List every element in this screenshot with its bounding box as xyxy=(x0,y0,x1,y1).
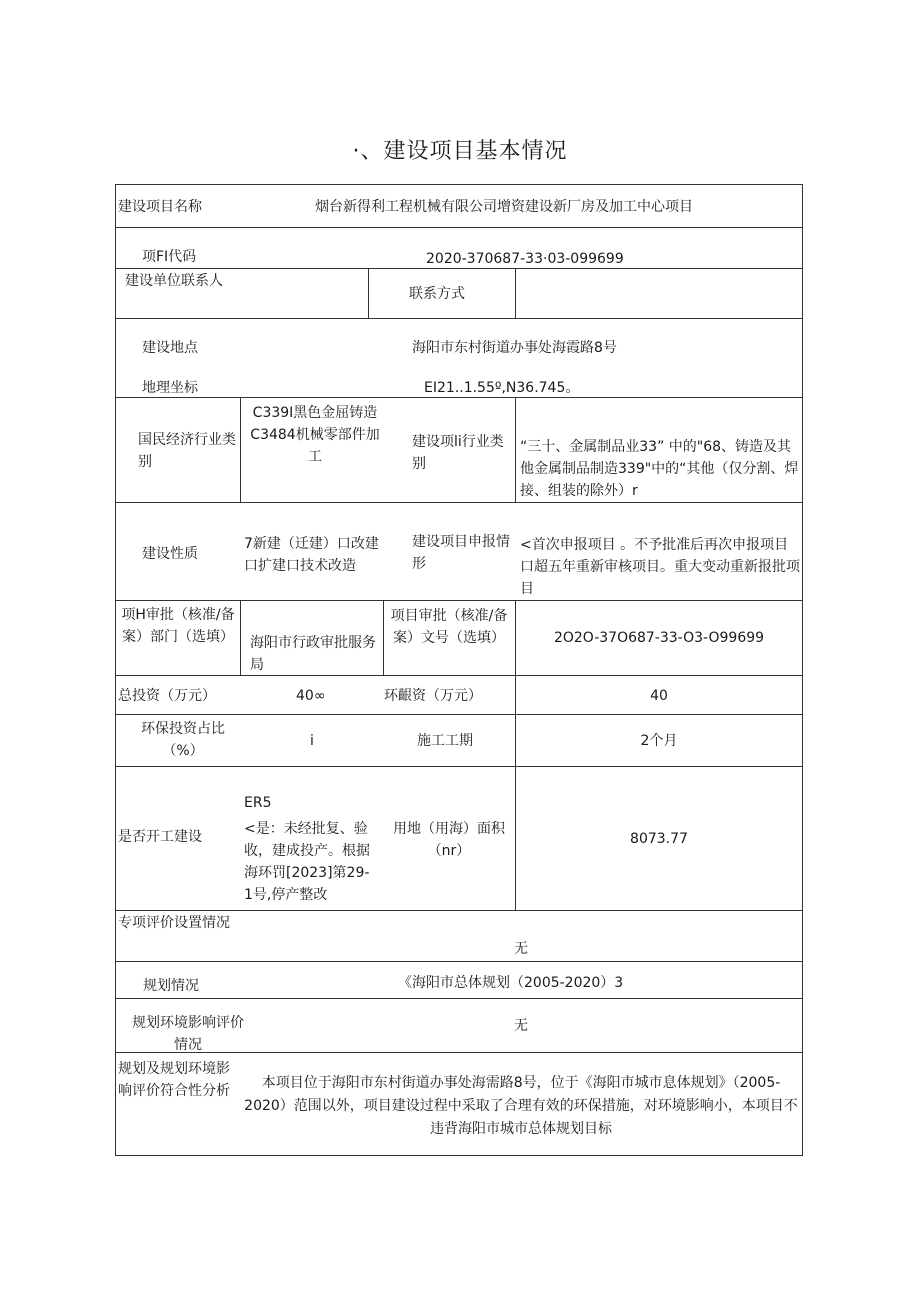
started-code: ER5 xyxy=(244,795,272,811)
row-divider xyxy=(115,502,803,503)
planning-env-value: 无 xyxy=(514,1018,528,1034)
special-eval-value: 无 xyxy=(514,941,528,957)
nature-value: 7新建（迁建）口改建口扩建口技术改造 xyxy=(244,536,379,574)
row-divider xyxy=(115,675,803,676)
project-name-label: 建设项目名称 xyxy=(118,199,202,215)
started-value: <是：未经批复、验收，建成投产。根据海环罚[2023]第29-1号,停产整改 xyxy=(244,821,370,903)
area-value: 8073.77 xyxy=(630,831,688,847)
planning-env-label: 规划环境影响评价情况 xyxy=(132,1015,244,1053)
page-title: ·、建设项目基本情况 xyxy=(352,139,568,164)
started-label: 是否开工建设 xyxy=(118,829,202,845)
approval-doc-value: 2O2O-37O687-33-O3-O99699 xyxy=(553,630,765,646)
location-value: 海阳市东村街道办事处海霞路8号 xyxy=(412,340,617,356)
coords-label: 地理坐标 xyxy=(142,380,198,396)
approval-dept-value: 海阳市行政审批服务局 xyxy=(250,635,376,673)
report-value: <首次申报项目 。不予批准后再次申报项目口超五年重新审核项目。重大变动重新报批项目 xyxy=(520,537,800,597)
compliance-label: 规划及规划环境影响评价符合性分析 xyxy=(118,1061,230,1099)
area-label: 用地（用海）面积（nr） xyxy=(393,821,505,859)
contact-label: 建设单位联系人 xyxy=(125,273,223,289)
col-divider xyxy=(368,268,369,318)
planning-value: 《海阳市总体规划（2005-2020）3 xyxy=(398,975,624,991)
env-investment-label: 环齦资（万元） xyxy=(384,688,482,704)
env-ratio-label: 环保投资占比（%） xyxy=(141,721,225,759)
industry-sector-value: “三十、金属制品业33” 中的"68、铸造及其他金属制品制造339"中的“其他（仅分割、焊接、组装的除外）r xyxy=(520,439,799,499)
info-table xyxy=(115,184,803,1156)
col-divider xyxy=(383,600,384,675)
nature-label: 建设性质 xyxy=(142,546,198,562)
contact-method-label: 联系方式 xyxy=(409,286,465,302)
row-divider xyxy=(115,714,803,715)
approval-dept-label: 项H审批（核准/备案）部门（选填） xyxy=(121,607,235,645)
approval-doc-label: 项目审批（核准/备案）文号（选填） xyxy=(390,608,508,646)
investment-value: 40∞ xyxy=(296,688,326,704)
period-label: 施工工期 xyxy=(417,733,473,749)
project-code-label: 项FI代码 xyxy=(142,249,197,265)
special-eval-label: 专项评价设置情况 xyxy=(118,915,230,931)
report-label: 建设项目申报情形 xyxy=(412,534,510,572)
row-divider xyxy=(115,600,803,601)
col-divider xyxy=(515,397,516,502)
project-name-value: 烟台新得利工程机械有限公司增资建设新厂房及加工中心项目 xyxy=(315,199,693,215)
col-divider xyxy=(515,268,516,318)
row-divider xyxy=(115,961,803,962)
industry-sector-label: 建设项li行业类别 xyxy=(412,434,504,472)
industry-value: C339I黑色金屈铸造 C3484机械零部件加工 xyxy=(250,405,380,465)
compliance-value: 本项目位于海阳市东村街道办事处海需路8号，位于《海阳市城市息体规划》（2005-2020）范围以外，项目建设过程中采取了合理有效的环保措施，对环境影响小，本项目不违背海阳市城市总体规划目标 xyxy=(244,1075,798,1137)
row-divider xyxy=(115,998,803,999)
col-divider xyxy=(240,397,241,502)
project-code-value: 2020-370687-33·03-099699 xyxy=(426,251,624,267)
env-investment-value: 40 xyxy=(650,688,668,704)
row-divider xyxy=(115,318,803,319)
location-label: 建设地点 xyxy=(142,340,198,356)
col-divider xyxy=(240,600,241,675)
industry-label: 国民经济行业类别 xyxy=(138,432,236,470)
row-divider xyxy=(115,227,803,228)
env-ratio-value: i xyxy=(310,733,314,749)
row-divider xyxy=(115,910,803,911)
period-value: 2个月 xyxy=(640,733,678,749)
row-divider xyxy=(115,766,803,767)
planning-label: 规划情况 xyxy=(143,978,199,994)
investment-label: 总投资（万元） xyxy=(118,688,216,704)
coords-value: EI21..1.55º,N36.745。 xyxy=(424,380,580,396)
